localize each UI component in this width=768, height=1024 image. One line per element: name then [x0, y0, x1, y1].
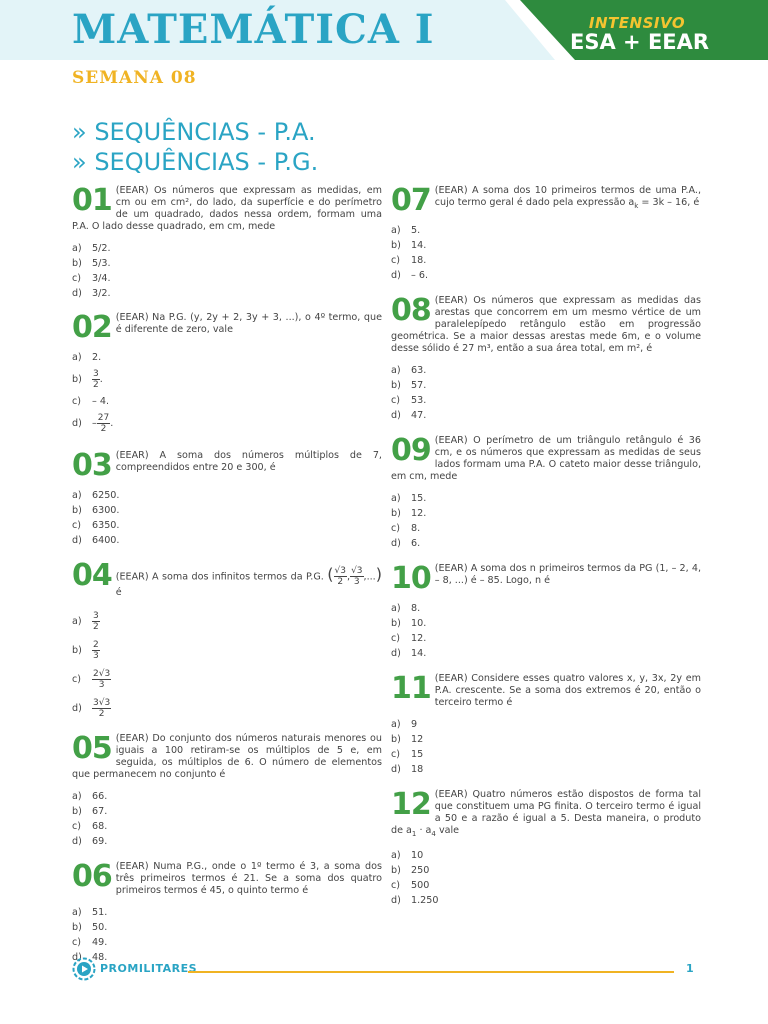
question-number: 04 [72, 558, 112, 593]
question-text: (EEAR) Considere esses quatro valores x, y, 3x, 2y em P.A. crescente. Se a soma dos extremos é 20, então o terceiro termo é [434, 673, 701, 708]
options-list [391, 483, 701, 551]
question-11 [391, 673, 701, 777]
options-list [72, 599, 382, 723]
option-a[interactable]: a) 10 [391, 849, 424, 861]
footer-divider [188, 971, 674, 973]
option-b[interactable]: b) 12 [391, 734, 424, 745]
option-b[interactable]: b) 10. [391, 618, 427, 629]
options-list [391, 709, 701, 777]
question-text: (EEAR) A soma dos n primeiros termos da PG (1, – 2, 4, – 8, ...) é – 85. Logo, n é [434, 563, 701, 586]
option-a[interactable]: a) 6250. [72, 490, 120, 501]
option-a[interactable]: a) 5/2. [72, 243, 111, 254]
option-c[interactable]: c) 53. [391, 395, 427, 406]
option-a[interactable]: a) 63. [391, 365, 427, 376]
option-a[interactable]: a) 8. [391, 603, 421, 614]
option-a[interactable]: a) $\frac{3}{2}$ [72, 611, 99, 632]
option-b[interactable]: b) $\frac{3}{2}$ . [72, 369, 103, 390]
option-d[interactable]: d) $\frac{3√3}{2}$ [72, 698, 111, 719]
brand-name: PROMILITARES [100, 962, 198, 975]
question-number: 08 [391, 293, 431, 328]
question-12 [391, 789, 701, 908]
question-06 [72, 861, 382, 965]
option-d[interactable]: d) 14. [391, 648, 427, 659]
option-c[interactable]: c) 68. [72, 821, 108, 832]
option-d[interactable]: d) – $\frac{27}{2}$ . [72, 413, 114, 434]
question-text: (EEAR) Numa P.G., onde o 1º termo é 3, a soma dos três primeiros termos é 21. Se a soma dos quatro primeiros termos é 45, o quinto termo é [115, 861, 382, 896]
option-b[interactable]: b) 250 [391, 864, 430, 876]
question-09 [391, 435, 701, 551]
options-list [391, 840, 701, 908]
badge-intensivo: INTENSIVO [588, 14, 686, 32]
option-b[interactable]: b) 50. [72, 922, 108, 933]
question-08 [391, 295, 701, 423]
question-text: (EEAR) A soma dos 10 primeiros termos de uma P.A., cujo termo geral é dado pela expressão $a_k = 3k - 16$, é [434, 185, 701, 210]
fraction: $\frac{3}{2}$ [93, 369, 99, 390]
option-b[interactable]: b) 67. [72, 806, 108, 817]
right-column [391, 185, 701, 908]
question-number: 07 [391, 183, 431, 218]
option-b[interactable]: b) $\frac{2}{3}$ [72, 640, 99, 661]
question-number: 03 [72, 448, 112, 483]
option-c[interactable]: c) 15 [391, 749, 424, 760]
option-a[interactable]: a) 9 [391, 719, 418, 730]
question-07 [391, 185, 701, 283]
question-02 [72, 312, 382, 438]
question-01 [72, 185, 382, 301]
question-number: 11 [391, 671, 431, 706]
question-text: (EEAR) Os números que expressam as medidas das arestas que concorrem em um mesmo vértice de um paralelepípedo retângulo estão em progressão geométrica. Se a maior dessas arestas mede 6m, e o volume desse sólido é 27 m³, então a sua área total, em m², é [391, 295, 701, 354]
option-a[interactable]: a) 66. [72, 791, 108, 802]
question-10 [391, 563, 701, 661]
question-text: (EEAR) Quatro números estão dispostos de forma tal que constituem uma PG finita. O terceiro termo é igual a 50 e a razão é igual a 5. Desta maneira, o produto de $a_1 \cdot a_4$ vale [391, 789, 701, 838]
option-c[interactable]: c) 49. [72, 937, 108, 948]
option-d[interactable]: d) 69. [72, 836, 108, 847]
option-d[interactable]: d) 3/2. [72, 288, 111, 299]
topic-pa: » SEQUÊNCIAS - P.A. [72, 118, 316, 146]
footer [72, 957, 696, 981]
option-d[interactable]: d) 18 [391, 764, 424, 775]
option-d[interactable]: d) 6. [391, 538, 421, 549]
fraction: $\frac{27}{2}$ [97, 413, 110, 434]
badge-esa-eear: ESA + EEAR [570, 30, 710, 54]
play-logo-icon [72, 957, 96, 981]
option-d[interactable]: d) 48. [72, 952, 108, 963]
question-number: 12 [391, 787, 431, 822]
question-text: (EEAR) Os números que expressam as medidas, em cm ou em cm², do lado, da superfície e do perímetro de um quadrado, dados nessa ordem, formam uma P.A. O lado desse quadrado, em cm, mede [72, 185, 382, 232]
topic-pg: » SEQUÊNCIAS - P.G. [72, 148, 319, 176]
question-number: 06 [72, 859, 112, 894]
question-03 [72, 450, 382, 548]
option-d[interactable]: d) 47. [391, 410, 427, 421]
option-c[interactable]: c) 8. [391, 523, 421, 534]
option-a[interactable]: a) 2. [72, 352, 102, 363]
option-c[interactable]: c) 500 [391, 879, 430, 891]
left-column [72, 185, 382, 965]
option-d[interactable]: d) 6400. [72, 535, 120, 546]
option-b[interactable]: b) 57. [391, 380, 427, 391]
question-04 [72, 560, 382, 723]
option-d[interactable]: d) – 6. [391, 270, 428, 281]
option-c[interactable]: c) 6350. [72, 520, 120, 531]
options-list [72, 781, 382, 849]
option-b[interactable]: b) 6300. [72, 505, 120, 516]
options-list [72, 342, 382, 438]
question-text: (EEAR) A soma dos números múltiplos de 7, compreendidos entre 20 e 300, é [115, 450, 382, 473]
option-a[interactable]: a) 5. [391, 225, 421, 236]
options-list [391, 355, 701, 423]
option-c[interactable]: c) 18. [391, 255, 427, 266]
options-list [391, 593, 701, 661]
options-list [72, 233, 382, 301]
question-05 [72, 733, 382, 849]
option-a[interactable]: a) 51. [72, 907, 108, 918]
option-c[interactable]: c) 3/4. [72, 273, 111, 284]
options-list [391, 215, 701, 283]
question-number: 01 [72, 183, 112, 218]
option-d[interactable]: d) 1.250 [391, 894, 439, 906]
question-number: 05 [72, 731, 112, 766]
question-text: (EEAR) Do conjunto dos números naturais menores ou iguais a 100 retiram-se os múltiplos de 5 e, em seguida, os múltiplos de 6. O número de elementos que permanecem no conjunto é [72, 733, 382, 780]
option-c[interactable]: c) 12. [391, 633, 427, 644]
question-text: (EEAR) Na P.G. (y, 2y + 2, 3y + 3, ...), o 4º termo, que é diferente de zero, vale [115, 312, 382, 335]
option-b[interactable]: b) 12. [391, 508, 427, 519]
question-text: (EEAR) O perímetro de um triângulo retângulo é 36 cm, e os números que expressam as medidas de seus lados formam uma P.A. O cateto maior desse triângulo, em cm, mede [391, 435, 701, 482]
question-text: (EEAR) A soma dos infinitos termos da P.G. ( $\frac{√3}{2}$ , $\frac{√3}{3}$ ,...) é [115, 564, 382, 598]
page-number: 1 [686, 962, 694, 975]
option-c[interactable]: c) $\frac{2√3}{3}$ [72, 669, 111, 690]
question-number: 09 [391, 433, 431, 468]
options-list [72, 897, 382, 965]
option-c[interactable]: c) – 4. [72, 396, 109, 407]
week-label: SEMANA 08 [72, 68, 197, 88]
option-b[interactable]: b) 14. [391, 240, 427, 251]
option-b[interactable]: b) 5/3. [72, 258, 111, 269]
question-number: 10 [391, 561, 431, 596]
option-a[interactable]: a) 15. [391, 493, 427, 504]
question-number: 02 [72, 310, 112, 345]
options-list [72, 480, 382, 548]
page-title: MATEMÁTICA I [72, 6, 435, 53]
